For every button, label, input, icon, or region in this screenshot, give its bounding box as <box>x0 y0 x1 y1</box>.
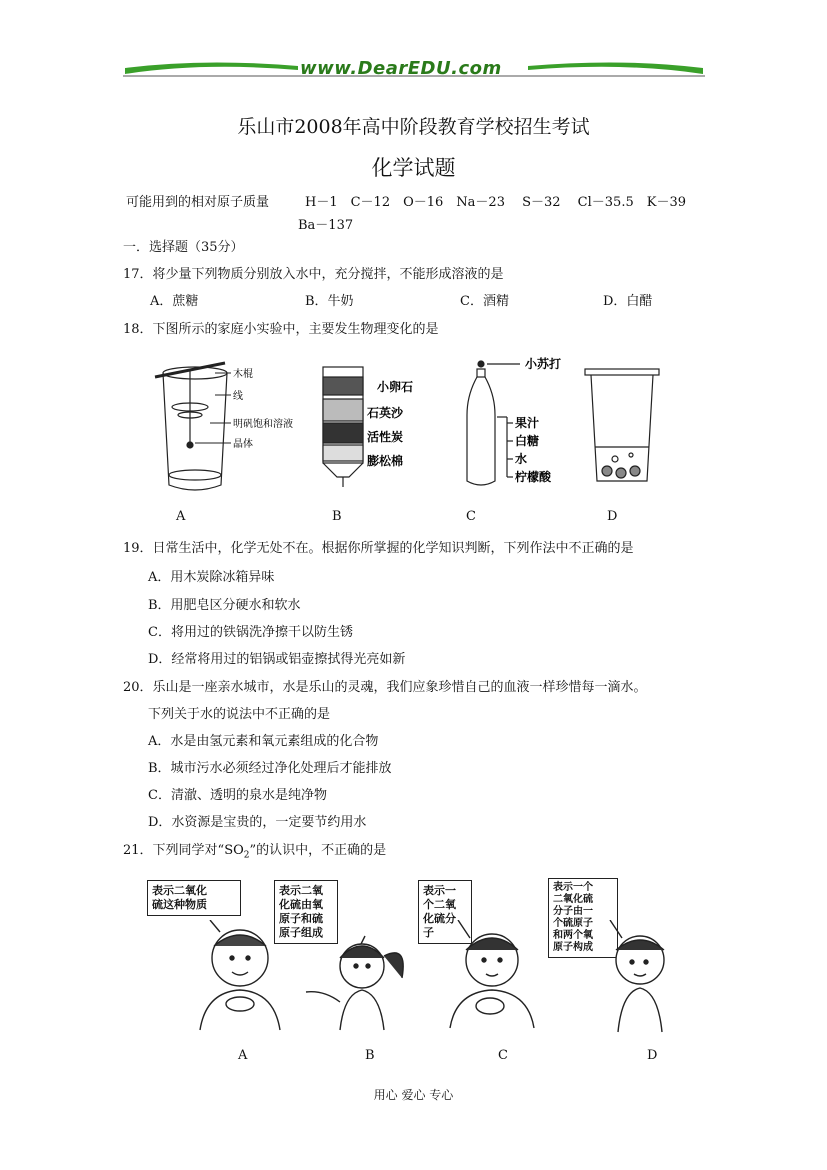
q21-students-figure <box>140 920 700 1040</box>
q20-option-c: C．清澈、透明的泉水是纯净物 <box>148 788 327 803</box>
q20-option-b: B．城市污水必须经过净化处理后才能排放 <box>148 761 392 776</box>
q21-letter-d: D <box>647 1048 658 1063</box>
q18-letter-b: B <box>332 509 342 524</box>
fig-b-label-2: 活性炭 <box>367 430 404 444</box>
q18-letter-d: D <box>607 509 618 524</box>
fig-c-label-1: 果汁 <box>515 416 540 430</box>
exam-title: 乐山市2008年高中阶段教育学校招生考试 <box>237 116 590 138</box>
site-logo-text: www.DearEDU.com <box>300 58 502 79</box>
fig-c-bottle <box>467 361 520 485</box>
q21-bubble-a: 表示二氧化 硫这种物质 <box>147 880 241 916</box>
q21-letter-c: C <box>498 1048 508 1063</box>
fig-b-filter <box>323 367 363 487</box>
q17-option-a: A．蔗糖 <box>150 294 199 309</box>
q21-letter-a: A <box>238 1048 248 1063</box>
q20-option-a: A．水是由氢元素和氧元素组成的化合物 <box>148 734 379 749</box>
fig-b-label-0: 小卵石 <box>377 380 414 394</box>
q17-option-c: C．酒精 <box>460 294 509 309</box>
q20-stem-line1: 20．乐山是一座亲水城市，水是乐山的灵魂，我们应象珍惜自己的血液一样珍惜每一滴水。 <box>123 680 647 695</box>
fig-c-label-0: 小苏打 <box>525 357 562 371</box>
q18-letter-a: A <box>176 509 186 524</box>
q21-bubble-b: 表示二氧 化硫由氧 原子和硫 原子组成 <box>274 880 338 944</box>
q21-letter-b: B <box>365 1048 375 1063</box>
q17-option-b: B．牛奶 <box>305 294 354 309</box>
q21-bubble-c: 表示一 个二氧 化硫分 子 <box>418 880 472 944</box>
q19-option-d: D．经常将用过的铝锅或铝壶擦拭得光亮如新 <box>148 652 406 667</box>
q20-stem-line2: 下列关于水的说法中不正确的是 <box>148 707 331 722</box>
fig-b-label-1: 石英沙 <box>367 406 404 420</box>
q19-option-c: C．将用过的铁锅洗净擦干以防生锈 <box>148 625 353 640</box>
q17-stem: 17．将少量下列物质分别放入水中，充分搅拌，不能形成溶液的是 <box>123 267 504 282</box>
atomic-mass-label: 可能用到的相对原子质量 <box>126 195 270 210</box>
fig-b-label-3: 膨松棉 <box>367 454 404 468</box>
q17-option-d: D．白醋 <box>603 294 653 309</box>
q20-option-d: D．水资源是宝贵的，一定要节约用水 <box>148 815 367 830</box>
q19-stem: 19．日常生活中，化学无处不在。根据你所掌握的化学知识判断，下列作法中不正确的是 <box>123 541 634 556</box>
fig-a-label-0: 木棍 <box>233 369 253 380</box>
atomic-mass-line2: Ba－137 <box>298 218 354 233</box>
section-heading: 一．选择题（35分） <box>123 240 244 255</box>
page-footer: 用心 爱心 专心 <box>373 1088 454 1102</box>
fig-a-label-1: 线 <box>233 391 243 402</box>
fig-a-beaker <box>155 363 227 490</box>
exam-subtitle: 化学试题 <box>371 156 456 180</box>
q21-bubble-d: 表示一个 二氧化硫 分子由一 个硫原子 和两个氧 原子构成 <box>548 878 618 958</box>
atomic-mass-line1: H－1 C－12 O－16 Na－23 S－32 Cl－35.5 K－39 <box>305 195 686 210</box>
q19-option-b: B．用肥皂区分硬水和软水 <box>148 598 301 613</box>
fig-a-label-3: 晶体 <box>233 439 253 450</box>
fig-c-label-4: 柠檬酸 <box>515 470 552 484</box>
fig-c-label-3: 水 <box>515 452 528 466</box>
q21-stem: 21．下列同学对“$SO_2$”的认识中，不正确的是 <box>123 843 387 861</box>
fig-c-label-2: 白糖 <box>515 434 540 448</box>
q18-letter-c: C <box>466 509 476 524</box>
fig-d-cup <box>585 369 659 481</box>
q18-stem: 18．下图所示的家庭小实验中，主要发生物理变化的是 <box>123 322 439 337</box>
fig-a-label-2: 明矾饱和溶液 <box>233 419 293 430</box>
q18-figure <box>145 355 685 500</box>
q19-option-a: A．用木炭除冰箱异味 <box>148 570 275 585</box>
